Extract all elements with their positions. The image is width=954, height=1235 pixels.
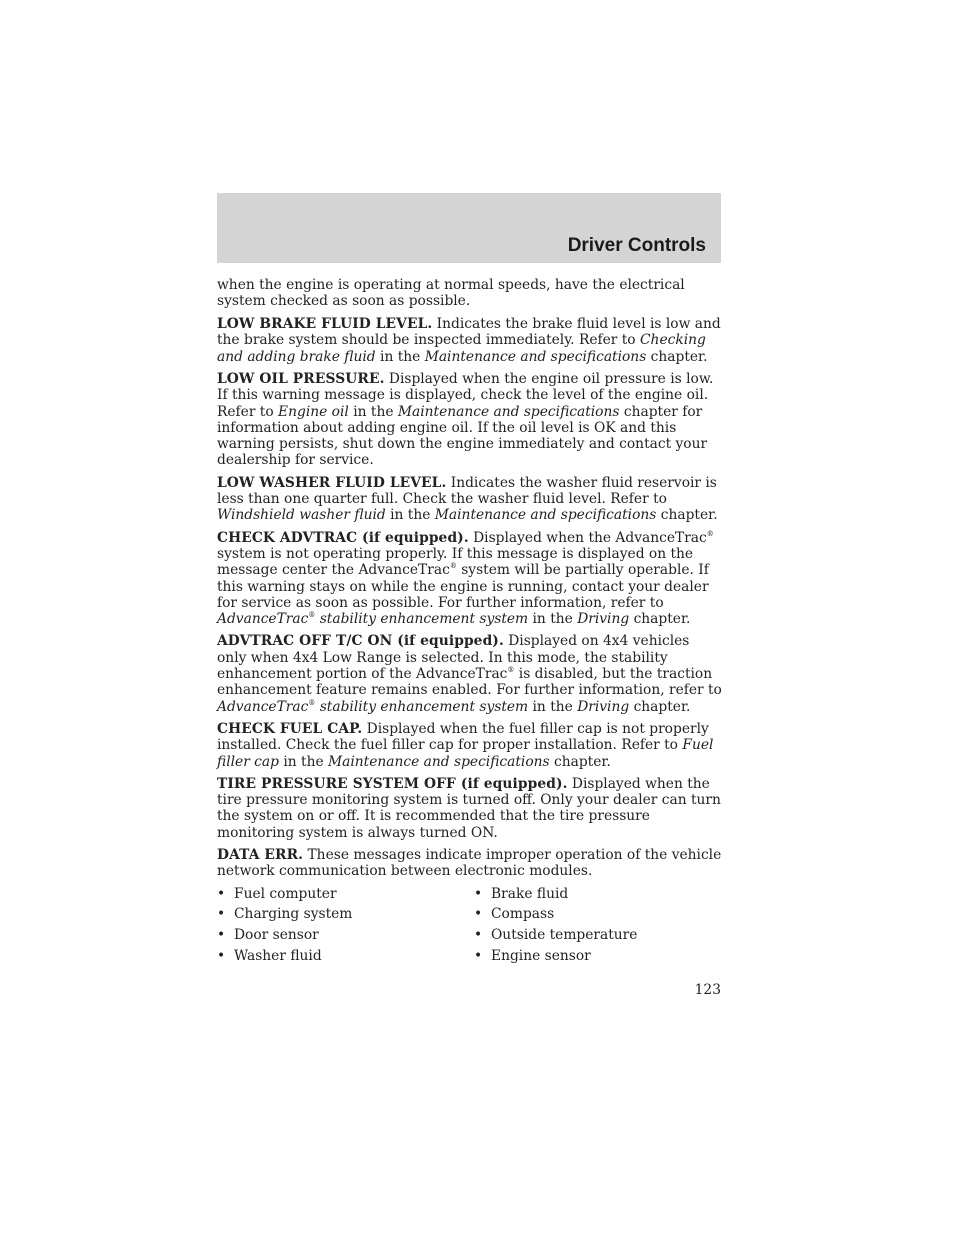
text: in the [375, 348, 425, 365]
bullet-mark: • [217, 906, 226, 923]
text: in the [528, 611, 578, 628]
bullet-mark: • [474, 885, 483, 902]
trademark-mark: ® [449, 562, 457, 571]
check-fuel-cap-paragraph [217, 721, 723, 770]
tire-pressure-paragraph [217, 776, 723, 841]
term-low-oil-pressure: LOW OIL PRESSURE. [217, 370, 385, 387]
list-item-text: Door sensor [234, 927, 319, 944]
text: is disabled, but the traction enhancement feature remains enabled. For further information, refer to [217, 666, 722, 699]
bullet-mark: • [474, 927, 483, 944]
ref-driving-chapter: Driving [577, 611, 630, 628]
text: in the [278, 753, 329, 770]
text: Displayed when the engine oil pressure is low. If this warning message is displayed, check the level of the engine oil. Refer to [217, 370, 714, 420]
term-check-fuel-cap: CHECK FUEL CAP. [217, 720, 363, 737]
ref-maintenance-chapter: Maintenance and specifications [434, 507, 657, 524]
low-brake-fluid-paragraph [217, 316, 723, 365]
low-washer-fluid-paragraph [217, 475, 723, 524]
list-item-text: Brake fluid [491, 885, 569, 902]
text: Displayed on 4x4 vehicles only when 4x4 Low Range is selected. In this mode, the stability enhancement portion of the AdvanceTrac [217, 633, 690, 683]
text: chapter. [629, 698, 691, 715]
list-item-text: Washer fluid [234, 947, 322, 964]
advtrac-off-paragraph [217, 633, 723, 714]
text: stability enhancement system [315, 698, 529, 715]
ref-advancetrac [217, 699, 528, 715]
text: AdvanceTrac [217, 611, 309, 628]
ref-advancetrac [217, 611, 528, 627]
list-item [474, 886, 714, 902]
section-title: Driver Controls [567, 235, 706, 256]
page-number: 123 [694, 982, 721, 998]
text: Displayed when the tire pressure monitoring system is turned off. Only your dealer can turn the system on or off. It is recommended that the tire pressure monitoring system is always turned ON. [217, 775, 721, 841]
text: chapter. [629, 611, 691, 628]
trademark-mark: ® [706, 529, 714, 538]
list-item [474, 948, 714, 964]
ref-maintenance-chapter: Maintenance and specifications [424, 348, 647, 365]
bullet-mark: • [217, 885, 226, 902]
list-item [217, 948, 474, 964]
low-oil-pressure-paragraph [217, 371, 723, 469]
ref-maintenance-chapter: Maintenance and specifications [397, 403, 620, 420]
module-list [217, 886, 723, 965]
ref-checking-brake-fluid: Checking and adding brake fluid [217, 332, 706, 365]
section-header-band [217, 193, 721, 263]
text: chapter. [646, 348, 708, 365]
term-low-brake-fluid: LOW BRAKE FLUID LEVEL. [217, 316, 433, 333]
text: Indicates the washer fluid reservoir is less than one quarter full. Check the washer fluid level. Refer to [217, 474, 717, 508]
term-data-err: DATA ERR. [217, 847, 304, 863]
list-item [217, 927, 474, 943]
bullet-mark: • [217, 947, 226, 964]
bullet-mark: • [474, 947, 483, 964]
list-item-text: Compass [491, 906, 555, 923]
text: These messages indicate improper operation of the vehicle network communication between electronic modules. [217, 847, 722, 880]
term-tire-pressure-off: TIRE PRESSURE SYSTEM OFF (if equipped). [217, 775, 568, 792]
list-item [474, 927, 714, 943]
text: system will be partially operable. If this warning stays on while the engine is running, contact your dealer for service as soon as possible. For further information, refer to [217, 562, 709, 611]
ref-engine-oil: Engine oil [278, 403, 349, 420]
list-item [217, 886, 474, 902]
ref-fuel-filler-cap: Fuel filler cap [217, 737, 714, 770]
intro-paragraph: when the engine is operating at normal speeds, have the electrical system checked as soon as possible. [217, 277, 685, 310]
text: stability enhancement system [315, 611, 529, 628]
term-advtrac-off: ADVTRAC OFF T/C ON (if equipped). [217, 633, 504, 650]
text: AdvanceTrac [217, 698, 309, 715]
trademark-mark: ® [507, 666, 515, 675]
list-item-text: Fuel computer [234, 885, 337, 902]
text: Displayed when the fuel filler cap is not properly installed. Check the fuel filler cap for proper installation. Refer to [217, 720, 709, 754]
text: Indicates the brake fluid level is low and the brake system should be inspected immediately. Refer to [217, 316, 721, 349]
ref-maintenance-chapter: Maintenance and specifications [328, 753, 550, 770]
bullet-mark: • [474, 906, 483, 923]
data-err-paragraph [217, 847, 723, 880]
list-item-text: Engine sensor [491, 947, 591, 964]
term-low-washer-fluid: LOW WASHER FLUID LEVEL. [217, 474, 447, 491]
list-item-text: Outside temperature [491, 927, 638, 944]
text: in the [348, 403, 398, 420]
page-content [217, 277, 723, 964]
list-item [474, 906, 714, 922]
list-item-text: Charging system [234, 906, 353, 923]
text: chapter. [549, 753, 611, 770]
trademark-mark: ® [308, 698, 316, 707]
text: Displayed when the AdvanceTrac [468, 529, 707, 546]
trademark-mark: ® [308, 611, 316, 620]
bullet-mark: • [217, 927, 226, 944]
list-item [217, 906, 474, 922]
term-check-advtrac: CHECK ADVTRAC (if equipped). [217, 529, 469, 546]
text: chapter. [656, 507, 718, 524]
ref-windshield-washer-fluid: Windshield washer fluid [217, 507, 386, 524]
text: in the [385, 507, 435, 524]
text: chapter for information about adding engine oil. If the oil level is OK and this warning persists, shut down the engine immediately and contact your dealership for service. [217, 403, 708, 469]
text: in the [528, 698, 578, 715]
ref-driving-chapter: Driving [577, 698, 630, 715]
check-advtrac-paragraph [217, 530, 723, 628]
text: system is not operating properly. If this message is displayed on the message center the AdvanceTrac [217, 545, 694, 579]
